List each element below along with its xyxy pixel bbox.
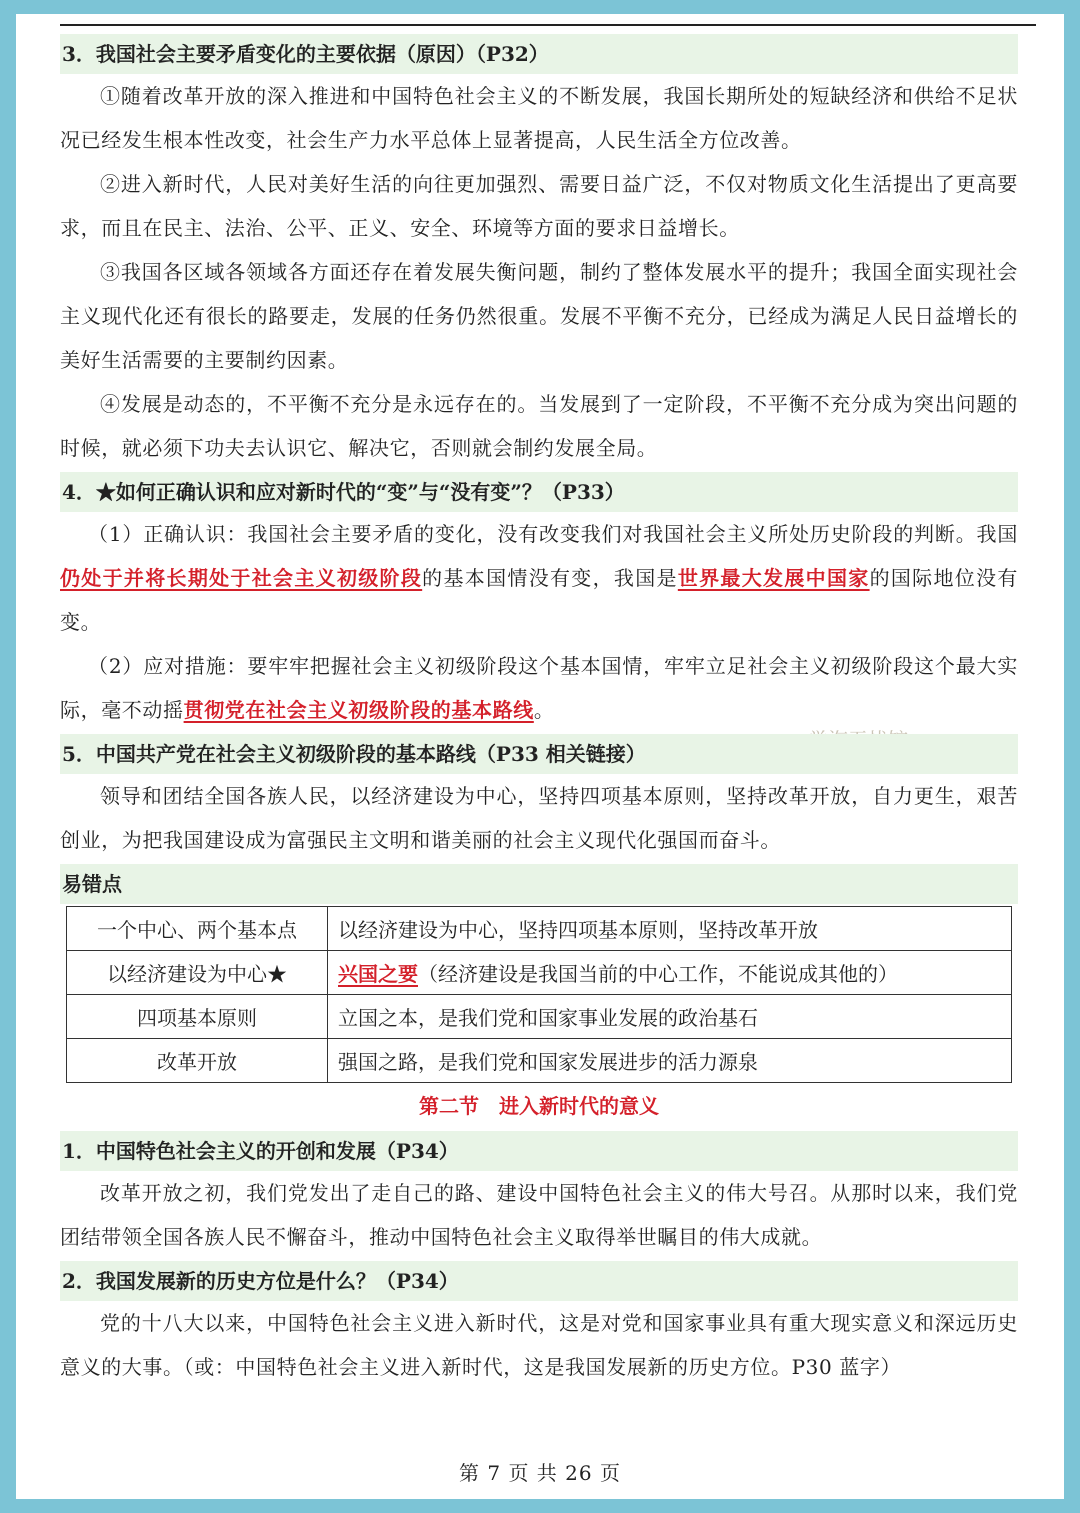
heading-s5: 5．中国共产党在社会主义初级阶段的基本路线（P33 相关链接） [60,734,1018,774]
table-row [67,995,1012,1039]
table-cell: 以经济建设为中心★ [67,951,328,995]
table-cell: 立国之本，是我们党和国家事业发展的政治基石 [328,995,1012,1039]
table-cell: 以经济建设为中心，坚持四项基本原则，坚持改革开放 [328,907,1012,951]
table-cell: 改革开放 [67,1039,328,1083]
top-rule [60,24,1036,26]
para-n2-1: 党的十八大以来，中国特色社会主义进入新时代，这是对党和国家事业具有重大现实意义和深远历史意义的大事。（或：中国特色社会主义进入新时代，这是我国发展新的历史方位。P30 蓝字） [60,1311,1018,1379]
heading-s3: 3．我国社会主要矛盾变化的主要依据（原因）（P32） [60,34,1018,74]
text: 。 [533,698,555,722]
para-s5-1: 领导和团结全国各族人民，以经济建设为中心，坚持四项基本原则，坚持改革开放，自力更生，艰苦创业，为把我国建设成为富强民主文明和谐美丽的社会主义现代化强国而奋斗。 [60,784,1018,852]
para-s3-1: ①随着改革开放的深入推进和中国特色社会主义的不断发展，我国长期所处的短缺经济和供给不足状况已经发生根本性改变，社会生产力水平总体上显著提高，人民生活全方位改善。 [60,84,1018,152]
section-title: 第二节 进入新时代的意义 [419,1094,659,1118]
para-s4-1 [60,512,1018,644]
text: 的基本国情没有变，我国是 [422,566,678,590]
table-row [67,907,1012,951]
table-cell [328,951,1012,995]
heading-n1: 1．中国特色社会主义的开创和发展（P34） [60,1131,1018,1171]
text: （1）正确认识：我国社会主要矛盾的变化，没有改变我们对我国社会主义所处历史阶段的判断。我国 [88,522,1018,546]
heading-n2: 2．我国发展新的历史方位是什么？（P34） [60,1261,1018,1301]
text: （经济建设是我国当前的中心工作，不能说成其他的） [418,962,898,986]
para-s3-3: ③我国各区域各领域各方面还存在着发展失衡问题，制约了整体发展水平的提升；我国全面实现社会主义现代化还有很长的路要走，发展的任务仍然很重。发展不平衡不充分，已经成为满足人民日益增长的美好生活需要的主要制约因素。 [60,260,1018,372]
para-s3-4: ④发展是动态的，不平衡不充分是永远存在的。当发展到了一定阶段，不平衡不充分成为突出问题的时候，就必须下功夫去认识它、解决它，否则就会制约发展全局。 [60,392,1018,460]
highlight-text: 仍处于并将长期处于社会主义初级阶段 [60,566,423,590]
table-cell: 四项基本原则 [67,995,328,1039]
text: （2）应对措施：要牢牢把握社会主义初级阶段这个基本国情，牢牢立足社会主义初级阶段这个最大实际，毫不动摇 [60,654,1018,722]
table-row [67,951,1012,995]
text: 的国际地位没有变。 [60,566,1019,634]
para-n1-1: 改革开放之初，我们党发出了走自己的路、建设中国特色社会主义的伟大号召。从那时以来，我们党团结带领全国各族人民不懈奋斗，推动中国特色社会主义取得举世瞩目的伟大成就。 [60,1181,1018,1249]
para-s4-2 [60,644,1018,732]
content [60,32,1018,1389]
para-s3-2: ②进入新时代，人民对美好生活的向往更加强烈、需要日益广泛，不仅对物质文化生活提出了更高要求，而且在民主、法治、公平、正义、安全、环境等方面的要求日益增长。 [60,172,1018,240]
errors-table [66,906,1012,1083]
highlight-text: 世界最大发展中国家 [677,566,870,590]
table-cell: 强国之路，是我们党和国家发展进步的活力源泉 [328,1039,1012,1083]
heading-s4: 4．★如何正确认识和应对新时代的“变”与“没有变”？（P33） [60,472,1018,512]
heading-errors: 易错点 [60,864,1018,904]
highlight-text: 贯彻党在社会主义初级阶段的基本路线 [183,698,534,722]
highlight-text: 兴国之要 [338,962,418,986]
table-row [67,1039,1012,1083]
table-cell: 一个中心、两个基本点 [67,907,328,951]
page-footer: 第 7 页 共 26 页 [459,1461,621,1485]
document-page [16,14,1064,1499]
